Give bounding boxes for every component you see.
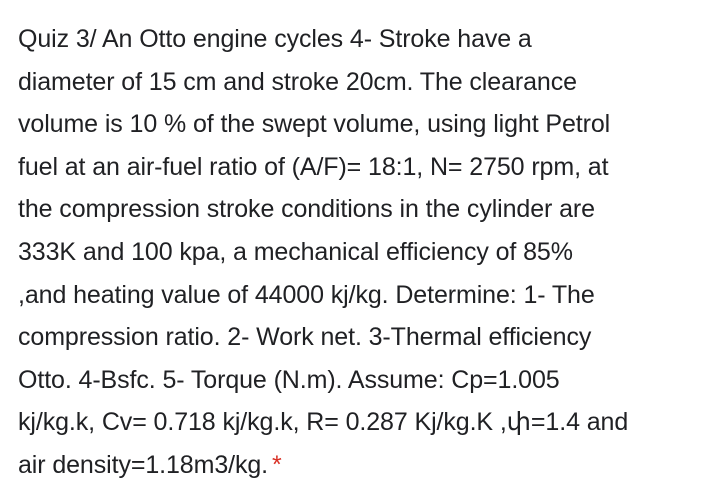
question-line: air density=1.18m3/kg. xyxy=(18,450,269,479)
question-line: kj/kg.k, Cv= 0.718 kj/kg.k, R= 0.287 Kj/kg.K ,փ=1.4 and xyxy=(18,408,629,437)
question-last-line xyxy=(18,444,704,487)
question-line: Quiz 3/ An Otto engine cycles 4- Stroke have a xyxy=(18,25,532,53)
question-line: diameter of 15 cm and stroke 20cm. The clearance xyxy=(18,67,577,96)
question-line: the compression stroke conditions in the cylinder are xyxy=(18,195,595,224)
question-line: 333K and 100 kpa, a mechanical efficiency of 85% xyxy=(18,237,573,266)
question-text xyxy=(18,18,704,487)
required-asterisk: * xyxy=(272,450,282,479)
question-line: volume is 10 % of the swept volume, using light Petrol xyxy=(18,110,611,139)
question-line: fuel at an air-fuel ratio of (A/F)= 18:1, N= 2750 rpm, at xyxy=(18,152,609,181)
question-line: ,and heating value of 44000 kj/kg. Determine: 1- The xyxy=(18,280,595,309)
question-line: compression ratio. 2- Work net. 3-Thermal efficiency xyxy=(18,323,592,352)
question-line: Otto. 4-Bsfc. 5- Torque (N.m). Assume: Cp=1.005 xyxy=(18,365,560,394)
